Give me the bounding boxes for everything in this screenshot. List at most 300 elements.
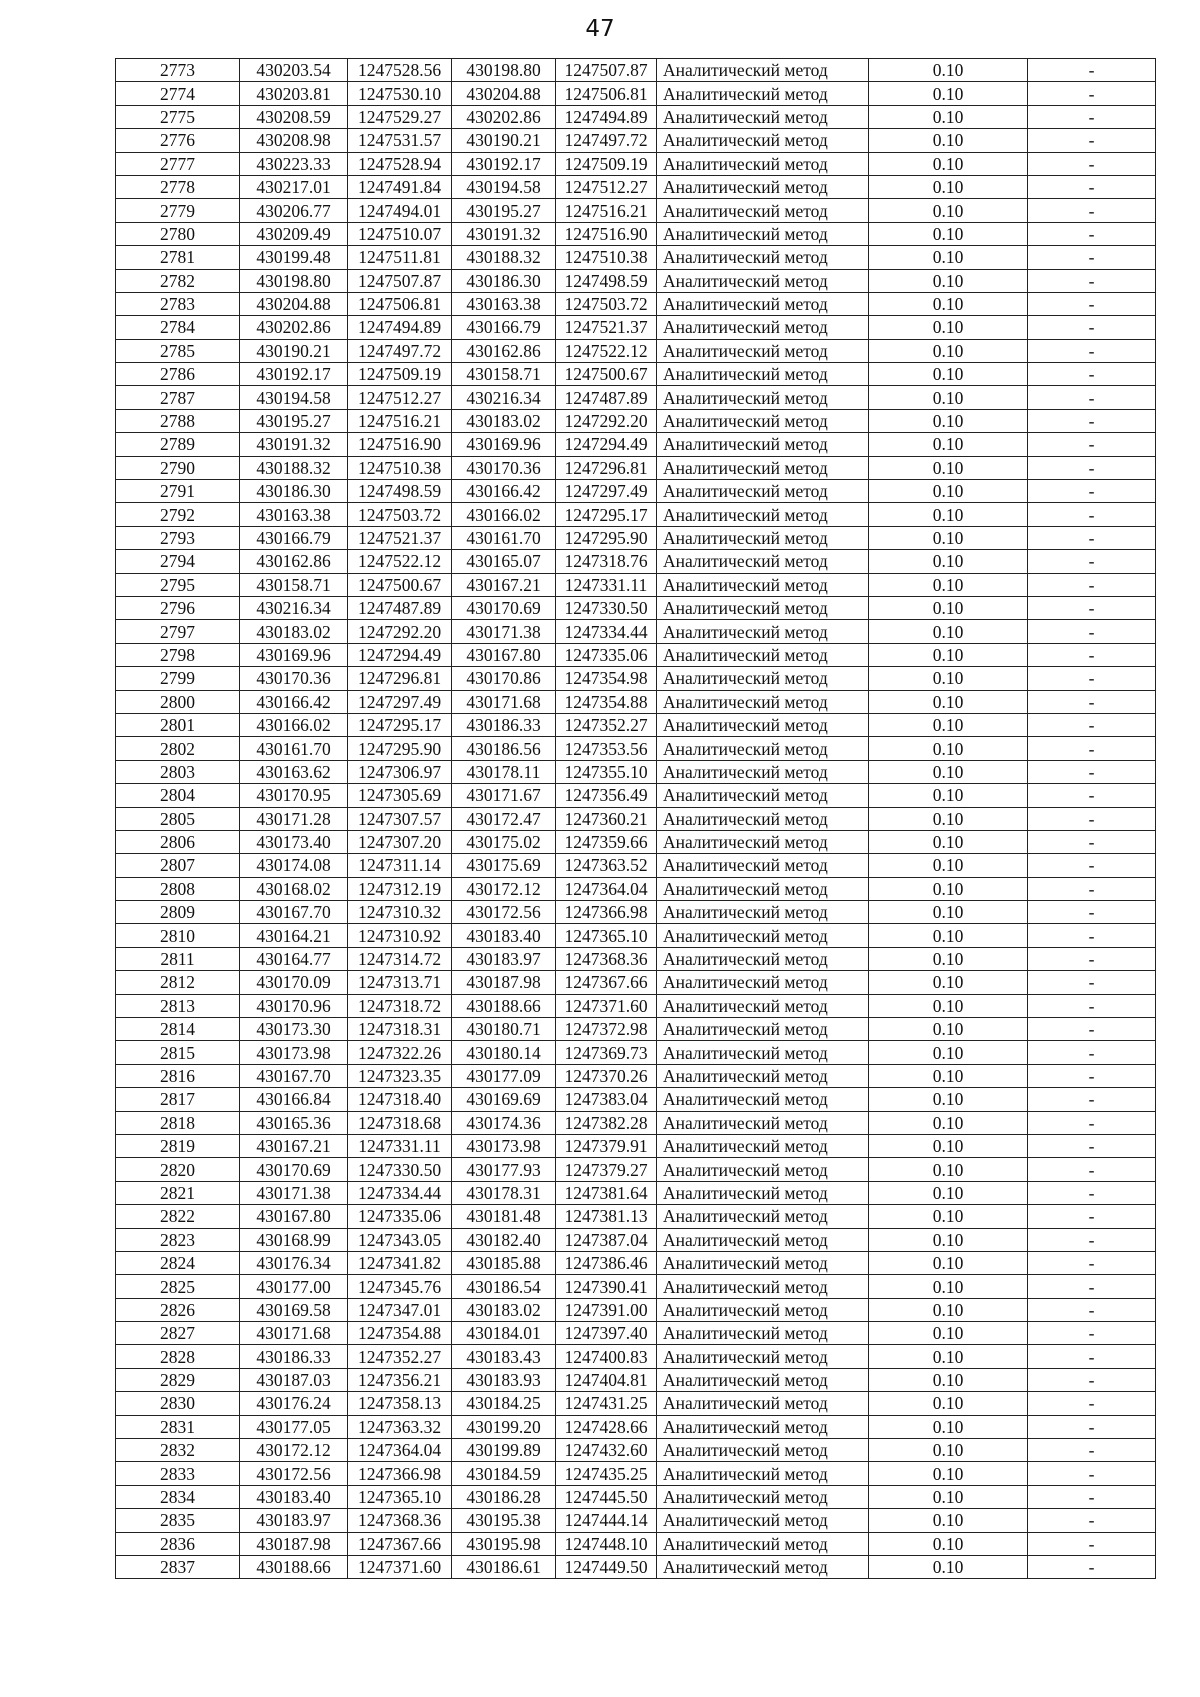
x2-cell: 430178.11 (452, 760, 556, 783)
note-cell: - (1028, 82, 1156, 105)
y2-cell: 1247359.66 (556, 830, 657, 853)
method-cell: Аналитический метод (657, 924, 869, 947)
note-cell: - (1028, 643, 1156, 666)
y2-cell: 1247292.20 (556, 409, 657, 432)
point-number-cell: 2810 (116, 924, 240, 947)
y1-cell: 1247314.72 (348, 947, 452, 970)
point-number-cell: 2802 (116, 737, 240, 760)
table-row (116, 316, 1156, 339)
y1-cell: 1247363.32 (348, 1415, 452, 1438)
note-cell: - (1028, 433, 1156, 456)
y2-cell: 1247331.11 (556, 573, 657, 596)
x2-cell: 430166.02 (452, 503, 556, 526)
x1-cell: 430208.98 (240, 129, 348, 152)
accuracy-cell: 0.10 (869, 854, 1028, 877)
x2-cell: 430166.79 (452, 316, 556, 339)
note-cell: - (1028, 363, 1156, 386)
note-cell: - (1028, 1322, 1156, 1345)
note-cell: - (1028, 1041, 1156, 1064)
point-number-cell: 2808 (116, 877, 240, 900)
method-cell: Аналитический метод (657, 480, 869, 503)
y2-cell: 1247498.59 (556, 269, 657, 292)
point-number-cell: 2837 (116, 1556, 240, 1579)
x2-cell: 430194.58 (452, 175, 556, 198)
table-row (116, 105, 1156, 128)
y1-cell: 1247313.71 (348, 971, 452, 994)
method-cell: Аналитический метод (657, 59, 869, 82)
x2-cell: 430165.07 (452, 550, 556, 573)
note-cell: - (1028, 199, 1156, 222)
y2-cell: 1247390.41 (556, 1275, 657, 1298)
method-cell: Аналитический метод (657, 877, 869, 900)
y2-cell: 1247353.56 (556, 737, 657, 760)
point-number-cell: 2826 (116, 1298, 240, 1321)
method-cell: Аналитический метод (657, 830, 869, 853)
y1-cell: 1247494.89 (348, 316, 452, 339)
note-cell: - (1028, 480, 1156, 503)
accuracy-cell: 0.10 (869, 1205, 1028, 1228)
note-cell: - (1028, 292, 1156, 315)
note-cell: - (1028, 1134, 1156, 1157)
note-cell: - (1028, 760, 1156, 783)
note-cell: - (1028, 129, 1156, 152)
y2-cell: 1247370.26 (556, 1064, 657, 1087)
method-cell: Аналитический метод (657, 971, 869, 994)
y2-cell: 1247445.50 (556, 1485, 657, 1508)
x1-cell: 430172.12 (240, 1439, 348, 1462)
point-number-cell: 2775 (116, 105, 240, 128)
y1-cell: 1247511.81 (348, 246, 452, 269)
accuracy-cell: 0.10 (869, 1088, 1028, 1111)
table-row (116, 152, 1156, 175)
table-row (116, 503, 1156, 526)
point-number-cell: 2785 (116, 339, 240, 362)
y2-cell: 1247386.46 (556, 1251, 657, 1274)
y2-cell: 1247487.89 (556, 386, 657, 409)
method-cell: Аналитический метод (657, 947, 869, 970)
method-cell: Аналитический метод (657, 1415, 869, 1438)
note-cell: - (1028, 807, 1156, 830)
method-cell: Аналитический метод (657, 456, 869, 479)
x2-cell: 430191.32 (452, 222, 556, 245)
table-row (116, 1532, 1156, 1555)
table-row (116, 386, 1156, 409)
y2-cell: 1247516.21 (556, 199, 657, 222)
table-row (116, 713, 1156, 736)
y1-cell: 1247366.98 (348, 1462, 452, 1485)
y1-cell: 1247358.13 (348, 1392, 452, 1415)
note-cell: - (1028, 339, 1156, 362)
x2-cell: 430158.71 (452, 363, 556, 386)
y2-cell: 1247295.90 (556, 526, 657, 549)
method-cell: Аналитический метод (657, 129, 869, 152)
table-row (116, 596, 1156, 619)
point-number-cell: 2795 (116, 573, 240, 596)
y2-cell: 1247360.21 (556, 807, 657, 830)
accuracy-cell: 0.10 (869, 246, 1028, 269)
x1-cell: 430183.97 (240, 1509, 348, 1532)
y1-cell: 1247368.36 (348, 1509, 452, 1532)
y1-cell: 1247367.66 (348, 1532, 452, 1555)
accuracy-cell: 0.10 (869, 503, 1028, 526)
x1-cell: 430171.28 (240, 807, 348, 830)
x2-cell: 430171.68 (452, 690, 556, 713)
y1-cell: 1247528.56 (348, 59, 452, 82)
table-row (116, 877, 1156, 900)
x2-cell: 430186.61 (452, 1556, 556, 1579)
x1-cell: 430173.40 (240, 830, 348, 853)
x1-cell: 430170.95 (240, 784, 348, 807)
table-row (116, 550, 1156, 573)
method-cell: Аналитический метод (657, 573, 869, 596)
point-number-cell: 2803 (116, 760, 240, 783)
note-cell: - (1028, 456, 1156, 479)
accuracy-cell: 0.10 (869, 1064, 1028, 1087)
y1-cell: 1247311.14 (348, 854, 452, 877)
method-cell: Аналитический метод (657, 1439, 869, 1462)
point-number-cell: 2782 (116, 269, 240, 292)
table-row (116, 1041, 1156, 1064)
method-cell: Аналитический метод (657, 1111, 869, 1134)
x1-cell: 430174.08 (240, 854, 348, 877)
x2-cell: 430184.25 (452, 1392, 556, 1415)
method-cell: Аналитический метод (657, 316, 869, 339)
table-row (116, 526, 1156, 549)
x2-cell: 430186.54 (452, 1275, 556, 1298)
point-number-cell: 2813 (116, 994, 240, 1017)
y1-cell: 1247295.17 (348, 713, 452, 736)
accuracy-cell: 0.10 (869, 526, 1028, 549)
method-cell: Аналитический метод (657, 596, 869, 619)
y1-cell: 1247296.81 (348, 667, 452, 690)
y1-cell: 1247529.27 (348, 105, 452, 128)
method-cell: Аналитический метод (657, 105, 869, 128)
y1-cell: 1247294.49 (348, 643, 452, 666)
x2-cell: 430180.14 (452, 1041, 556, 1064)
method-cell: Аналитический метод (657, 667, 869, 690)
note-cell: - (1028, 1368, 1156, 1391)
table-row (116, 129, 1156, 152)
table-body (116, 59, 1156, 1579)
table-row (116, 433, 1156, 456)
note-cell: - (1028, 1509, 1156, 1532)
x1-cell: 430170.09 (240, 971, 348, 994)
y2-cell: 1247363.52 (556, 854, 657, 877)
x1-cell: 430177.00 (240, 1275, 348, 1298)
y2-cell: 1247354.98 (556, 667, 657, 690)
note-cell: - (1028, 620, 1156, 643)
table-row (116, 1088, 1156, 1111)
accuracy-cell: 0.10 (869, 807, 1028, 830)
x1-cell: 430191.32 (240, 433, 348, 456)
accuracy-cell: 0.10 (869, 1251, 1028, 1274)
y1-cell: 1247371.60 (348, 1556, 452, 1579)
y1-cell: 1247487.89 (348, 596, 452, 619)
note-cell: - (1028, 1345, 1156, 1368)
y2-cell: 1247352.27 (556, 713, 657, 736)
x1-cell: 430199.48 (240, 246, 348, 269)
accuracy-cell: 0.10 (869, 1556, 1028, 1579)
y1-cell: 1247354.88 (348, 1322, 452, 1345)
point-number-cell: 2784 (116, 316, 240, 339)
method-cell: Аналитический метод (657, 1088, 869, 1111)
method-cell: Аналитический метод (657, 901, 869, 924)
table-row (116, 994, 1156, 1017)
table-row (116, 1462, 1156, 1485)
y1-cell: 1247330.50 (348, 1158, 452, 1181)
note-cell: - (1028, 1251, 1156, 1274)
note-cell: - (1028, 1275, 1156, 1298)
method-cell: Аналитический метод (657, 1275, 869, 1298)
accuracy-cell: 0.10 (869, 1228, 1028, 1251)
x2-cell: 430186.56 (452, 737, 556, 760)
note-cell: - (1028, 830, 1156, 853)
accuracy-cell: 0.10 (869, 924, 1028, 947)
y1-cell: 1247318.40 (348, 1088, 452, 1111)
accuracy-cell: 0.10 (869, 129, 1028, 152)
x2-cell: 430170.36 (452, 456, 556, 479)
accuracy-cell: 0.10 (869, 409, 1028, 432)
note-cell: - (1028, 1532, 1156, 1555)
note-cell: - (1028, 246, 1156, 269)
y1-cell: 1247516.21 (348, 409, 452, 432)
table-row (116, 456, 1156, 479)
method-cell: Аналитический метод (657, 386, 869, 409)
y2-cell: 1247354.88 (556, 690, 657, 713)
point-number-cell: 2783 (116, 292, 240, 315)
y2-cell: 1247334.44 (556, 620, 657, 643)
note-cell: - (1028, 222, 1156, 245)
accuracy-cell: 0.10 (869, 737, 1028, 760)
accuracy-cell: 0.10 (869, 1158, 1028, 1181)
method-cell: Аналитический метод (657, 1158, 869, 1181)
point-number-cell: 2787 (116, 386, 240, 409)
table-row (116, 59, 1156, 82)
table-row (116, 1251, 1156, 1274)
x2-cell: 430195.27 (452, 199, 556, 222)
accuracy-cell: 0.10 (869, 433, 1028, 456)
point-number-cell: 2801 (116, 713, 240, 736)
accuracy-cell: 0.10 (869, 175, 1028, 198)
point-number-cell: 2811 (116, 947, 240, 970)
y1-cell: 1247306.97 (348, 760, 452, 783)
table-row (116, 807, 1156, 830)
y2-cell: 1247382.28 (556, 1111, 657, 1134)
x1-cell: 430183.02 (240, 620, 348, 643)
point-number-cell: 2820 (116, 1158, 240, 1181)
x1-cell: 430171.68 (240, 1322, 348, 1345)
table-row (116, 1509, 1156, 1532)
y2-cell: 1247371.60 (556, 994, 657, 1017)
method-cell: Аналитический метод (657, 503, 869, 526)
method-cell: Аналитический метод (657, 199, 869, 222)
point-number-cell: 2796 (116, 596, 240, 619)
note-cell: - (1028, 1064, 1156, 1087)
point-number-cell: 2800 (116, 690, 240, 713)
y2-cell: 1247397.40 (556, 1322, 657, 1345)
note-cell: - (1028, 550, 1156, 573)
y2-cell: 1247330.50 (556, 596, 657, 619)
y2-cell: 1247494.89 (556, 105, 657, 128)
table-row (116, 1158, 1156, 1181)
point-number-cell: 2824 (116, 1251, 240, 1274)
accuracy-cell: 0.10 (869, 784, 1028, 807)
note-cell: - (1028, 573, 1156, 596)
method-cell: Аналитический метод (657, 526, 869, 549)
note-cell: - (1028, 1088, 1156, 1111)
x2-cell: 430162.86 (452, 339, 556, 362)
x1-cell: 430202.86 (240, 316, 348, 339)
method-cell: Аналитический метод (657, 1532, 869, 1555)
method-cell: Аналитический метод (657, 339, 869, 362)
method-cell: Аналитический метод (657, 1392, 869, 1415)
x1-cell: 430167.21 (240, 1134, 348, 1157)
y2-cell: 1247379.91 (556, 1134, 657, 1157)
x2-cell: 430186.30 (452, 269, 556, 292)
y2-cell: 1247444.14 (556, 1509, 657, 1532)
x1-cell: 430188.66 (240, 1556, 348, 1579)
note-cell: - (1028, 503, 1156, 526)
table-row (116, 573, 1156, 596)
x2-cell: 430167.21 (452, 573, 556, 596)
accuracy-cell: 0.10 (869, 947, 1028, 970)
accuracy-cell: 0.10 (869, 1532, 1028, 1555)
y2-cell: 1247507.87 (556, 59, 657, 82)
x2-cell: 430183.97 (452, 947, 556, 970)
note-cell: - (1028, 1298, 1156, 1321)
y1-cell: 1247491.84 (348, 175, 452, 198)
x2-cell: 430188.66 (452, 994, 556, 1017)
y1-cell: 1247494.01 (348, 199, 452, 222)
accuracy-cell: 0.10 (869, 105, 1028, 128)
x1-cell: 430204.88 (240, 292, 348, 315)
x2-cell: 430170.69 (452, 596, 556, 619)
y2-cell: 1247503.72 (556, 292, 657, 315)
note-cell: - (1028, 1228, 1156, 1251)
method-cell: Аналитический метод (657, 1134, 869, 1157)
y1-cell: 1247507.87 (348, 269, 452, 292)
accuracy-cell: 0.10 (869, 480, 1028, 503)
y1-cell: 1247521.37 (348, 526, 452, 549)
table-row (116, 1181, 1156, 1204)
accuracy-cell: 0.10 (869, 456, 1028, 479)
method-cell: Аналитический метод (657, 760, 869, 783)
y2-cell: 1247400.83 (556, 1345, 657, 1368)
x2-cell: 430199.89 (452, 1439, 556, 1462)
x1-cell: 430170.69 (240, 1158, 348, 1181)
y2-cell: 1247369.73 (556, 1041, 657, 1064)
x2-cell: 430182.40 (452, 1228, 556, 1251)
x1-cell: 430165.36 (240, 1111, 348, 1134)
x2-cell: 430172.56 (452, 901, 556, 924)
x1-cell: 430216.34 (240, 596, 348, 619)
point-number-cell: 2788 (116, 409, 240, 432)
accuracy-cell: 0.10 (869, 971, 1028, 994)
accuracy-cell: 0.10 (869, 222, 1028, 245)
x1-cell: 430167.70 (240, 901, 348, 924)
y2-cell: 1247497.72 (556, 129, 657, 152)
y1-cell: 1247509.19 (348, 363, 452, 386)
method-cell: Аналитический метод (657, 1345, 869, 1368)
y1-cell: 1247500.67 (348, 573, 452, 596)
note-cell: - (1028, 152, 1156, 175)
y1-cell: 1247497.72 (348, 339, 452, 362)
table-row (116, 1439, 1156, 1462)
x2-cell: 430172.47 (452, 807, 556, 830)
y2-cell: 1247356.49 (556, 784, 657, 807)
point-number-cell: 2818 (116, 1111, 240, 1134)
method-cell: Аналитический метод (657, 994, 869, 1017)
accuracy-cell: 0.10 (869, 994, 1028, 1017)
y2-cell: 1247381.13 (556, 1205, 657, 1228)
point-number-cell: 2793 (116, 526, 240, 549)
y1-cell: 1247292.20 (348, 620, 452, 643)
table-row (116, 82, 1156, 105)
x2-cell: 430171.38 (452, 620, 556, 643)
accuracy-cell: 0.10 (869, 643, 1028, 666)
y1-cell: 1247310.92 (348, 924, 452, 947)
point-number-cell: 2809 (116, 901, 240, 924)
point-number-cell: 2806 (116, 830, 240, 853)
point-number-cell: 2789 (116, 433, 240, 456)
x2-cell: 430184.59 (452, 1462, 556, 1485)
table-row (116, 175, 1156, 198)
y2-cell: 1247381.64 (556, 1181, 657, 1204)
table-row (116, 737, 1156, 760)
method-cell: Аналитический метод (657, 690, 869, 713)
y2-cell: 1247297.49 (556, 480, 657, 503)
table-row (116, 1392, 1156, 1415)
x2-cell: 430186.28 (452, 1485, 556, 1508)
y2-cell: 1247516.90 (556, 222, 657, 245)
x1-cell: 430195.27 (240, 409, 348, 432)
method-cell: Аналитический метод (657, 1018, 869, 1041)
note-cell: - (1028, 1111, 1156, 1134)
method-cell: Аналитический метод (657, 1205, 869, 1228)
y1-cell: 1247522.12 (348, 550, 452, 573)
note-cell: - (1028, 924, 1156, 947)
x2-cell: 430166.42 (452, 480, 556, 503)
note-cell: - (1028, 596, 1156, 619)
x1-cell: 430171.38 (240, 1181, 348, 1204)
table-row (116, 363, 1156, 386)
point-number-cell: 2814 (116, 1018, 240, 1041)
note-cell: - (1028, 1018, 1156, 1041)
y1-cell: 1247506.81 (348, 292, 452, 315)
accuracy-cell: 0.10 (869, 596, 1028, 619)
y2-cell: 1247521.37 (556, 316, 657, 339)
note-cell: - (1028, 526, 1156, 549)
point-number-cell: 2827 (116, 1322, 240, 1345)
x2-cell: 430177.09 (452, 1064, 556, 1087)
accuracy-cell: 0.10 (869, 1041, 1028, 1064)
table-row (116, 1134, 1156, 1157)
y2-cell: 1247512.27 (556, 175, 657, 198)
y1-cell: 1247516.90 (348, 433, 452, 456)
x1-cell: 430173.30 (240, 1018, 348, 1041)
note-cell: - (1028, 409, 1156, 432)
x1-cell: 430167.80 (240, 1205, 348, 1228)
x1-cell: 430162.86 (240, 550, 348, 573)
y1-cell: 1247510.07 (348, 222, 452, 245)
table-row (116, 1275, 1156, 1298)
accuracy-cell: 0.10 (869, 550, 1028, 573)
x1-cell: 430170.36 (240, 667, 348, 690)
method-cell: Аналитический метод (657, 222, 869, 245)
x1-cell: 430198.80 (240, 269, 348, 292)
x2-cell: 430172.12 (452, 877, 556, 900)
method-cell: Аналитический метод (657, 854, 869, 877)
